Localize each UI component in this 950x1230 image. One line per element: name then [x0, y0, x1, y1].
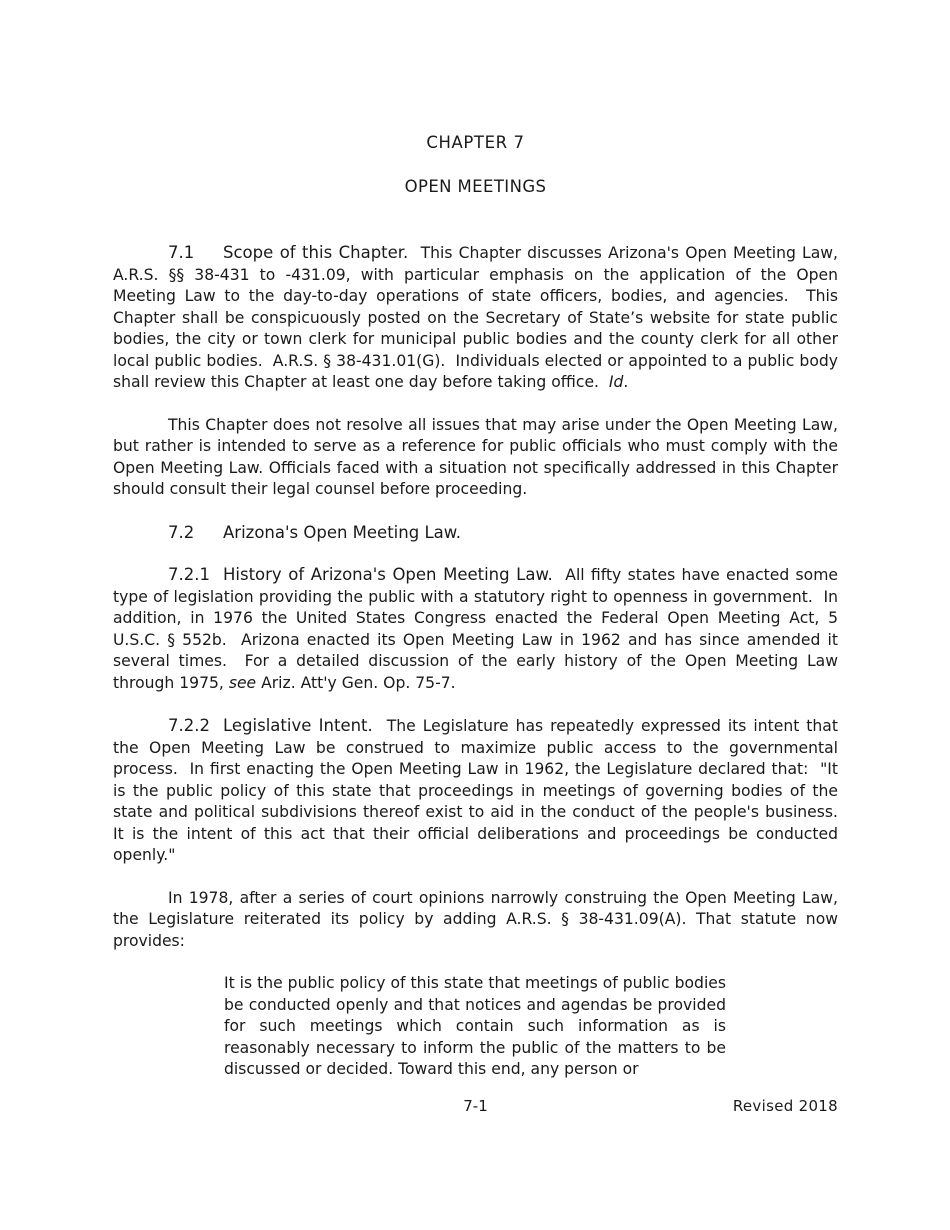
section-7-2-heading: Arizona's Open Meeting Law.	[223, 522, 461, 542]
section-7-1-text-end: .	[623, 373, 629, 391]
section-7-2-heading-line	[113, 522, 838, 544]
section-7-2-2-text: The Legislature has repeatedly expressed its intent that the Open Meeting Law be construed to maximize public access to the governmental process. In first enacting the Open Meeting Law in 1962, the Legislature declared that: "It is the public policy of this state that proceedings in meetings of governing bodies of the state and political subdivisions thereof exist to aid in the conduct of the people's business. It is the intent of this act that their official deliberations and proceedings be conducted openly."	[113, 717, 848, 864]
section-7-2-1-heading: History of Arizona's Open Meeting Law.	[223, 565, 553, 584]
section-7-2-2-heading: Legislative Intent.	[223, 716, 373, 735]
statute-blockquote: It is the public policy of this state that meetings of public bodies be conducted openly and that notices and agendas be provided for such meetings which contain such information as is reasonably necessary to inform the public of the matters to be discussed or decided. Toward this end, any person or	[224, 974, 726, 1078]
section-7-2-1-text: All fifty states have enacted some type of legislation providing the public with a statutory right to openness in government. In addition, in 1976 the United States Congress enacted the Federal Open Meeting Act, 5 U.S.C. § 552b. Arizona enacted its Open Meeting Law in 1962 and has since amended it several times. For a detailed discussion of the early history of the Open Meeting Law through 1975,	[113, 566, 843, 692]
section-7-2-number: 7.2	[168, 522, 195, 542]
section-7-2-2-number: 7.2.2	[168, 716, 210, 735]
section-7-2-2-paragraph	[113, 715, 848, 867]
id-citation: Id	[608, 373, 624, 391]
document-page	[113, 0, 848, 1230]
document-body	[113, 242, 848, 1081]
section-7-1-heading: Scope of this Chapter.	[223, 243, 409, 262]
section-7-1-paragraph	[113, 242, 843, 394]
page-footer	[113, 1097, 838, 1117]
chapter-title: OPEN MEETINGS	[404, 177, 547, 196]
section-7-1-number: 7.1	[168, 243, 195, 262]
see-signal: see	[228, 673, 257, 692]
section-7-2-1-text-end: Ariz. Att'y Gen. Op. 75-7.	[256, 673, 456, 692]
page-number: 7-1	[463, 1097, 488, 1115]
revision-label: Revised 2018	[732, 1097, 838, 1115]
section-7-2-1-paragraph	[113, 564, 843, 694]
chapter-number: CHAPTER 7	[426, 133, 525, 152]
section-7-1-paragraph-2: This Chapter does not resolve all issues that may arise under the Open Meeting Law, but rather is intended to serve as a reference for public officials who must comply with the Open Meeting Law. Officials faced with a situation not specifically addressed in this Chapter should consult their legal counsel before proceeding.	[113, 415, 838, 498]
section-7-1-text: This Chapter discusses Arizona's Open Meeting Law, A.R.S. §§ 38-431 to -431.09, with particular emphasis on the application of the Open Meeting Law to the day-to-day operations of state officers, bodies, and agencies. This Chapter shall be conspicuously posted on the Secretary of State’s website for state public bodies, the city or town clerk for municipal public bodies and the county clerk for all other local public bodies. A.R.S. § 38-431.01(G). Individuals elected or appointed to a public body shall review this Chapter at least one day before taking office.	[113, 244, 843, 391]
section-7-2-2-paragraph-2: In 1978, after a series of court opinions narrowly construing the Open Meeting Law, the Legislature reiterated its policy by adding A.R.S. § 38-431.09(A). That statute now provides:	[113, 888, 838, 950]
section-7-2-1-number: 7.2.1	[168, 565, 210, 584]
